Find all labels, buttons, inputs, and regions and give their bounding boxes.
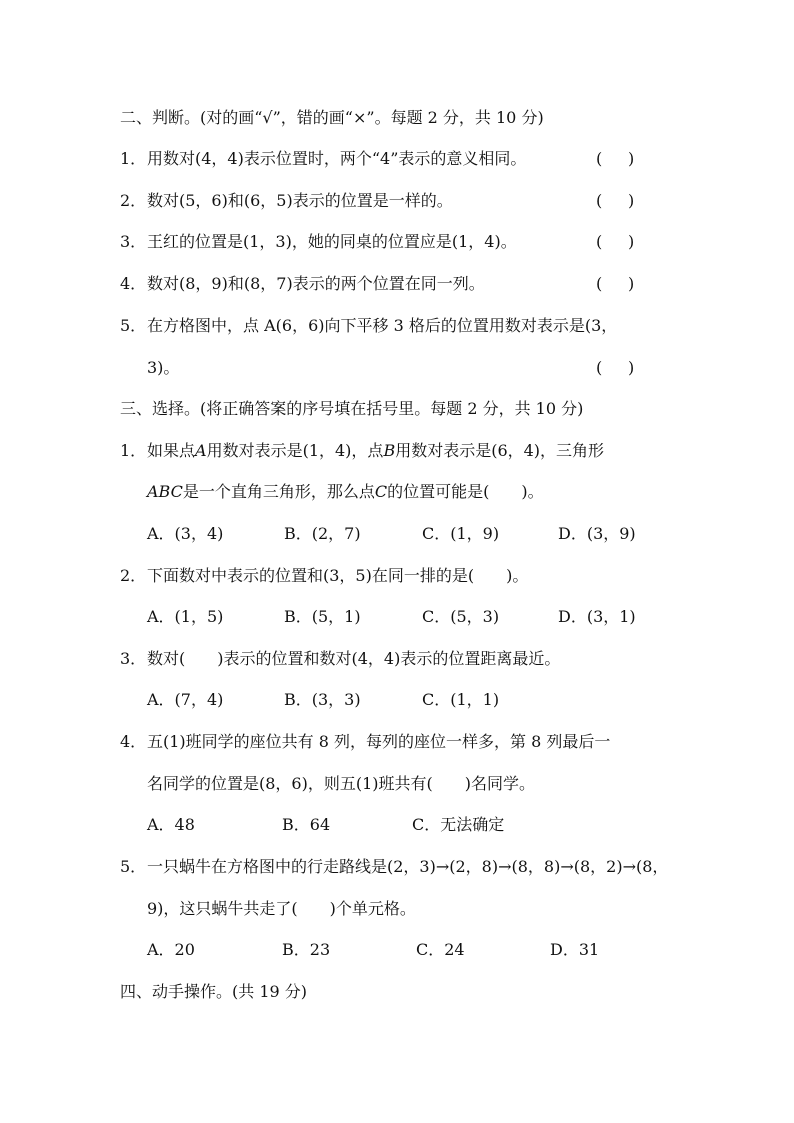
item-text: 9)，这只蜗牛共走了( )个单元格。	[147, 899, 416, 918]
item-number: 3．	[120, 649, 147, 668]
option-c[interactable]: C．24	[416, 940, 465, 959]
triangle-label: ABC	[147, 482, 183, 501]
item-number: 2．	[120, 566, 147, 585]
option-c[interactable]: C．(1，1)	[422, 690, 500, 709]
section4-title: 四、动手操作。(共 19 分)	[120, 982, 308, 1001]
item-text: 数对(5，6)和(6，5)表示的位置是一样的。	[147, 191, 453, 210]
option-a[interactable]: A．20	[147, 940, 195, 959]
item-text: 下面数对中表示的位置和(3，5)在同一排的是( )。	[147, 566, 529, 585]
option-a[interactable]: A．(3，4)	[147, 524, 224, 543]
item-text: 一只蜗牛在方格图中的行走路线是(2，3)→(2，8)→(8，8)→(8，2)→(8，	[147, 857, 669, 876]
item-number: 5．	[120, 316, 147, 335]
choice-q4-options	[0, 810, 794, 840]
point-b-label: B	[383, 441, 396, 460]
item-number: 1．	[120, 149, 147, 168]
option-b[interactable]: B．(3，3)	[284, 690, 361, 709]
item-text: 在方格图中，点 A(6，6)向下平移 3 格后的位置用数对表示是(3，	[147, 316, 618, 335]
item-number: 2．	[120, 191, 147, 210]
option-c[interactable]: C．(1，9)	[422, 524, 500, 543]
choice-q3-options	[0, 685, 794, 715]
answer-blank[interactable]: ( )	[596, 274, 635, 293]
choice-q4	[0, 727, 794, 757]
item-number: 5．	[120, 857, 147, 876]
choice-q5-continued	[0, 894, 794, 924]
option-b[interactable]: B．(5，1)	[284, 607, 361, 626]
item-text: 王红的位置是(1，3)，她的同桌的位置应是(1，4)。	[147, 232, 517, 251]
choice-q1: 1．如果点A用数对表示是(1，4)，点B用数对表示是(6，4)，三角形	[0, 436, 794, 466]
section3-title: 三、选择。(将正确答案的序号填在括号里。每题 2 分，共 10 分)	[120, 399, 584, 418]
option-b[interactable]: B．23	[282, 940, 331, 959]
item-text: 数对( )表示的位置和数对(4，4)表示的位置距离最近。	[147, 649, 561, 668]
item-number: 1．	[120, 441, 147, 460]
item-number: 4．	[120, 732, 147, 751]
judge-item-3	[0, 227, 794, 257]
choice-q2-options	[0, 602, 794, 632]
option-d[interactable]: D．31	[550, 940, 600, 959]
item-number: 3．	[120, 232, 147, 251]
item-text: 五(1)班同学的座位共有 8 列，每列的座位一样多，第 8 列最后一	[147, 732, 611, 751]
item-text: 名同学的位置是(8，6)，则五(1)班共有( )名同学。	[147, 774, 535, 793]
item-text: 3)。	[147, 358, 180, 377]
answer-blank[interactable]: ( )	[596, 358, 635, 377]
option-a[interactable]: A．(7，4)	[147, 690, 224, 709]
option-c[interactable]: C．无法确定	[412, 815, 505, 834]
answer-blank[interactable]: ( )	[596, 191, 635, 210]
choice-q2	[0, 561, 794, 591]
answer-blank[interactable]: ( )	[596, 232, 635, 251]
choice-q3	[0, 644, 794, 674]
judge-item-4	[0, 269, 794, 299]
judge-item-2	[0, 186, 794, 216]
item-text: 数对(8，9)和(8，7)表示的两个位置在同一列。	[147, 274, 485, 293]
choice-q5	[0, 852, 794, 882]
option-a[interactable]: A．(1，5)	[147, 607, 224, 626]
option-b[interactable]: B．(2，7)	[284, 524, 361, 543]
choice-q5-options	[0, 935, 794, 965]
item-number: 4．	[120, 274, 147, 293]
option-c[interactable]: C．(5，3)	[422, 607, 500, 626]
judge-item-1	[0, 144, 794, 174]
item-text: 用数对(4，4)表示位置时，两个“4”表示的意义相同。	[147, 149, 527, 168]
option-a[interactable]: A．48	[147, 815, 195, 834]
option-d[interactable]: D．(3，9)	[558, 524, 636, 543]
choice-q4-continued	[0, 769, 794, 799]
section2-title: 二、判断。(对的画“√”，错的画“×”。每题 2 分，共 10 分)	[120, 108, 544, 127]
choice-q1-continued: ABC是一个直角三角形，那么点C的位置可能是( )。	[147, 482, 544, 501]
option-d[interactable]: D．(3，1)	[558, 607, 636, 626]
choice-q1-options	[0, 519, 794, 549]
point-a-label: A	[195, 441, 207, 460]
option-b[interactable]: B．64	[282, 815, 331, 834]
judge-item-5	[0, 311, 794, 341]
judge-item-5-continued	[0, 353, 794, 383]
point-c-label: C	[374, 482, 388, 501]
answer-blank[interactable]: ( )	[596, 149, 635, 168]
